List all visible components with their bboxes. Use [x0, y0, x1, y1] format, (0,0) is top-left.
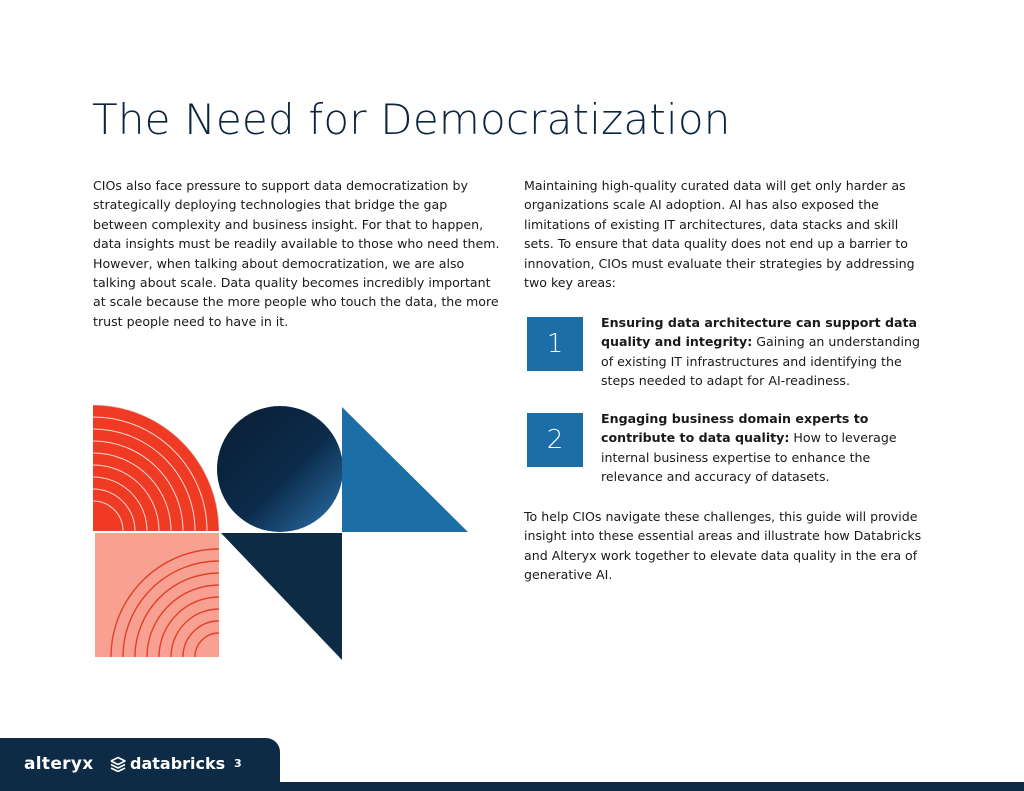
number-badge-1: 1	[527, 317, 583, 371]
right-column-intro	[524, 176, 928, 292]
alteryx-logo: alteryx	[24, 754, 94, 774]
databricks-wordmark: databricks	[130, 754, 226, 773]
closing-paragraph-block	[524, 507, 934, 585]
key-area-1-text	[601, 313, 931, 391]
navy-triangle	[221, 533, 342, 660]
blue-triangle	[342, 407, 468, 532]
page-title: The Need for Democratization	[92, 95, 731, 144]
dark-circle	[217, 406, 343, 532]
databricks-logo-block	[110, 754, 225, 773]
number-badge-2: 2	[527, 413, 583, 467]
page-number: 3	[234, 757, 242, 770]
key-area-1-heading: Ensuring data architecture can support data quality and integrity:	[601, 315, 918, 350]
left-column	[93, 176, 503, 331]
closing-paragraph: To help CIOs navigate these challenges, this guide will provide insight into these essential areas and illustrate how Databricks and Alteryx work together to elevate data quality in the era of generative AI.	[524, 509, 922, 583]
key-area-1-body: Gaining an understanding of existing IT infrastructures and identifying the steps needed to adapt for AI-readiness.	[601, 334, 920, 389]
left-paragraph: CIOs also face pressure to support data democratization by strategically deploying technologies that bridge the gap between complexity and business insight. For that to happen, data insights must be readily available to those who need them. However, when talking about democratization, we are also talking about scale. Data quality becomes incredibly important at scale because the more people who touch the data, the more trust people need to have in it.	[93, 178, 500, 329]
geometric-illustration	[93, 405, 473, 663]
key-area-2-body: How to leverage internal business expertise to enhance the relevance and accuracy of datasets.	[601, 430, 897, 485]
key-area-2-text	[601, 409, 931, 487]
key-area-2-heading: Engaging business domain experts to contribute to data quality:	[601, 411, 869, 446]
databricks-icon	[110, 756, 126, 772]
intro-paragraph: Maintaining high-quality curated data will get only harder as organizations scale AI adoption. AI has also exposed the limitations of existing IT architectures, data stacks and skill sets. To ensure that data quality does not end up a barrier to innovation, CIOs must evaluate their strategies by addressing two key areas:	[524, 178, 915, 291]
